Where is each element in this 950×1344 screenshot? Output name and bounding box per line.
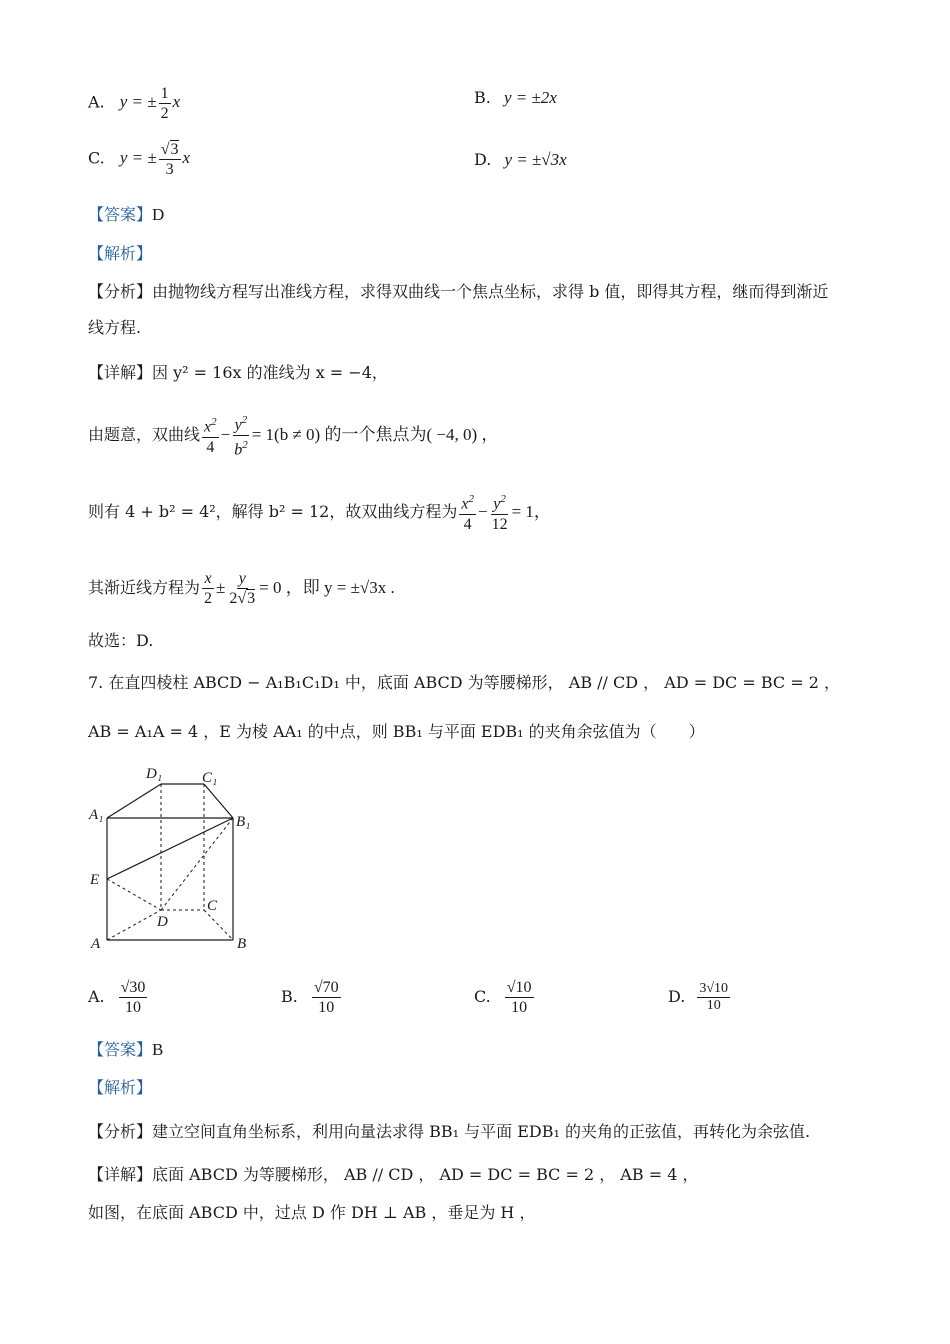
step-suffix: = 1(b ≠ 0) 的一个焦点为( −4, 0) ， bbox=[251, 425, 499, 444]
edge-a1-d1 bbox=[107, 784, 161, 818]
q6-option-b bbox=[474, 88, 557, 108]
label-b: B bbox=[237, 936, 247, 952]
q7-detail-line2: 如图，在底面 ABCD 中，过点 D 作 DH ⊥ AB ，垂足为 H ， bbox=[88, 1203, 536, 1222]
option-d-den: 10 bbox=[706, 997, 721, 1013]
step-suffix: = 0 ，即 y = ±√3x . bbox=[259, 578, 395, 597]
option-d-num: 3√10 bbox=[699, 980, 729, 996]
label-d: D bbox=[157, 914, 168, 930]
answer-value: B bbox=[152, 1040, 164, 1059]
label-b1: B₁ bbox=[236, 814, 251, 830]
option-a-expr: y = ± $\frac{1}{2}$ x bbox=[119, 85, 181, 122]
q6-option-a bbox=[88, 84, 180, 124]
label-e: E bbox=[90, 872, 100, 888]
xiangjie-tag: 【详解】 bbox=[88, 1165, 153, 1184]
option-label: A. bbox=[88, 92, 105, 112]
option-label: D. bbox=[474, 150, 492, 169]
option-label: C. bbox=[474, 987, 491, 1006]
step-text: 因 y² = 16x 的准线为 x = −4， bbox=[152, 363, 388, 382]
q7-stem-line1: 7. 在直四棱柱 ABCD − A₁B₁C₁D₁ 中，底面 ABCD 为等腰梯形， AB // CD ， AD = DC = BC = 2 ， bbox=[88, 673, 841, 692]
step-prefix: 则有 4 + b² = 4²，解得 b² = 12，故双曲线方程为 bbox=[88, 502, 458, 521]
q7-option-a bbox=[88, 972, 149, 1022]
segment-e-b1 bbox=[107, 818, 233, 879]
step-suffix: = 1， bbox=[511, 502, 551, 521]
fenxi-tag: 【分析】 bbox=[88, 1122, 153, 1141]
option-b-num: √70 bbox=[313, 978, 339, 996]
edge-c-b bbox=[204, 910, 233, 940]
option-b-den: 10 bbox=[318, 998, 335, 1016]
edge-a-d bbox=[107, 910, 161, 940]
fenxi-text: 建立空间直角坐标系，利用向量法求得 BB₁ 与平面 EDB₁ 的夹角的正弦值，再转化为余弦值. bbox=[152, 1122, 811, 1141]
q6-step2: 由题意，双曲线 $\frac{x^2}{4}$ − $\frac{y^2}{b^2}$ = 1(b ≠ 0) 的一个焦点为( −4, 0) ， bbox=[88, 410, 498, 460]
edge-c1-b1 bbox=[204, 784, 233, 818]
q6-step4: 其渐近线方程为 $\frac{x}{2}$ ± $\frac{y}{2√3}$ = 0 ，即 y = ±√3x . bbox=[88, 569, 395, 607]
q7-detail-line1 bbox=[88, 1165, 698, 1185]
q6-step3: 则有 4 + b² = 4²，解得 b² = 12，故双曲线方程为 $\frac{x^2}{4}$ − $\frac{y^2}{12}$ = 1， bbox=[88, 487, 551, 537]
option-label: B. bbox=[281, 987, 298, 1006]
step-prefix: 其渐近线方程为 bbox=[88, 578, 201, 597]
option-label: A. bbox=[88, 987, 105, 1006]
fenxi-text: 由抛物线方程写出准线方程，求得双曲线一个焦点坐标，求得 b 值，即得其方程，继而得到渐近 bbox=[152, 282, 829, 301]
segment-d-b1 bbox=[161, 818, 233, 910]
label-a1: A₁ bbox=[89, 807, 104, 823]
label-c1: C₁ bbox=[202, 770, 218, 786]
option-c-den: 10 bbox=[511, 998, 528, 1016]
q7-stem-line2: AB = A₁A = 4 ，E 为棱 AA₁ 的中点，则 BB₁ 与平面 EDB₁ 的夹角余弦值为（ ） bbox=[88, 722, 705, 741]
q6-option-c bbox=[88, 140, 190, 179]
answer-tag: 【答案】 bbox=[88, 205, 153, 224]
q7-option-d bbox=[668, 972, 732, 1022]
xiangjie-tag: 【详解】 bbox=[88, 363, 153, 382]
q6-step1 bbox=[88, 363, 388, 383]
q7-answer bbox=[88, 1040, 163, 1060]
detail-text: 底面 ABCD 为等腰梯形， AB // CD ， AD = DC = BC = 2 ， AB = 4 ， bbox=[152, 1165, 699, 1184]
option-b-expr: y = ±2x bbox=[503, 88, 557, 107]
option-c-num: √10 bbox=[506, 978, 532, 996]
analysis-tag: 【解析】 bbox=[88, 244, 153, 263]
option-c-expr: y = ± $\frac{√3}{3}$ x bbox=[119, 141, 191, 178]
q6-fenxi-line2: 线方程. bbox=[88, 318, 142, 337]
option-label: B. bbox=[474, 88, 491, 107]
q7-fenxi bbox=[88, 1122, 810, 1142]
segment-e-d bbox=[107, 879, 161, 910]
q6-fenxi-line1 bbox=[88, 282, 828, 302]
answer-value: D bbox=[152, 205, 165, 224]
q7-option-c bbox=[474, 972, 536, 1022]
q6-analysis-heading bbox=[88, 244, 152, 264]
option-label: C. bbox=[88, 148, 105, 168]
option-a-num: √30 bbox=[120, 978, 146, 996]
label-c: C bbox=[207, 898, 218, 914]
option-d-expr: y = ±√3x bbox=[504, 150, 567, 169]
fenxi-tag: 【分析】 bbox=[88, 282, 153, 301]
option-label: D. bbox=[668, 987, 686, 1006]
option-a-den: 10 bbox=[125, 998, 142, 1016]
q6-option-d bbox=[474, 150, 567, 170]
label-d1: D₁ bbox=[146, 766, 163, 782]
q7-option-b bbox=[281, 972, 343, 1022]
label-a: A bbox=[91, 936, 101, 952]
analysis-tag: 【解析】 bbox=[88, 1078, 153, 1097]
q6-conclusion: 故选：D. bbox=[88, 631, 154, 650]
q7-analysis-heading bbox=[88, 1078, 152, 1098]
q6-answer bbox=[88, 205, 164, 225]
step-prefix: 由题意，双曲线 bbox=[88, 425, 201, 444]
answer-tag: 【答案】 bbox=[88, 1040, 153, 1059]
prism-figure bbox=[80, 760, 270, 960]
